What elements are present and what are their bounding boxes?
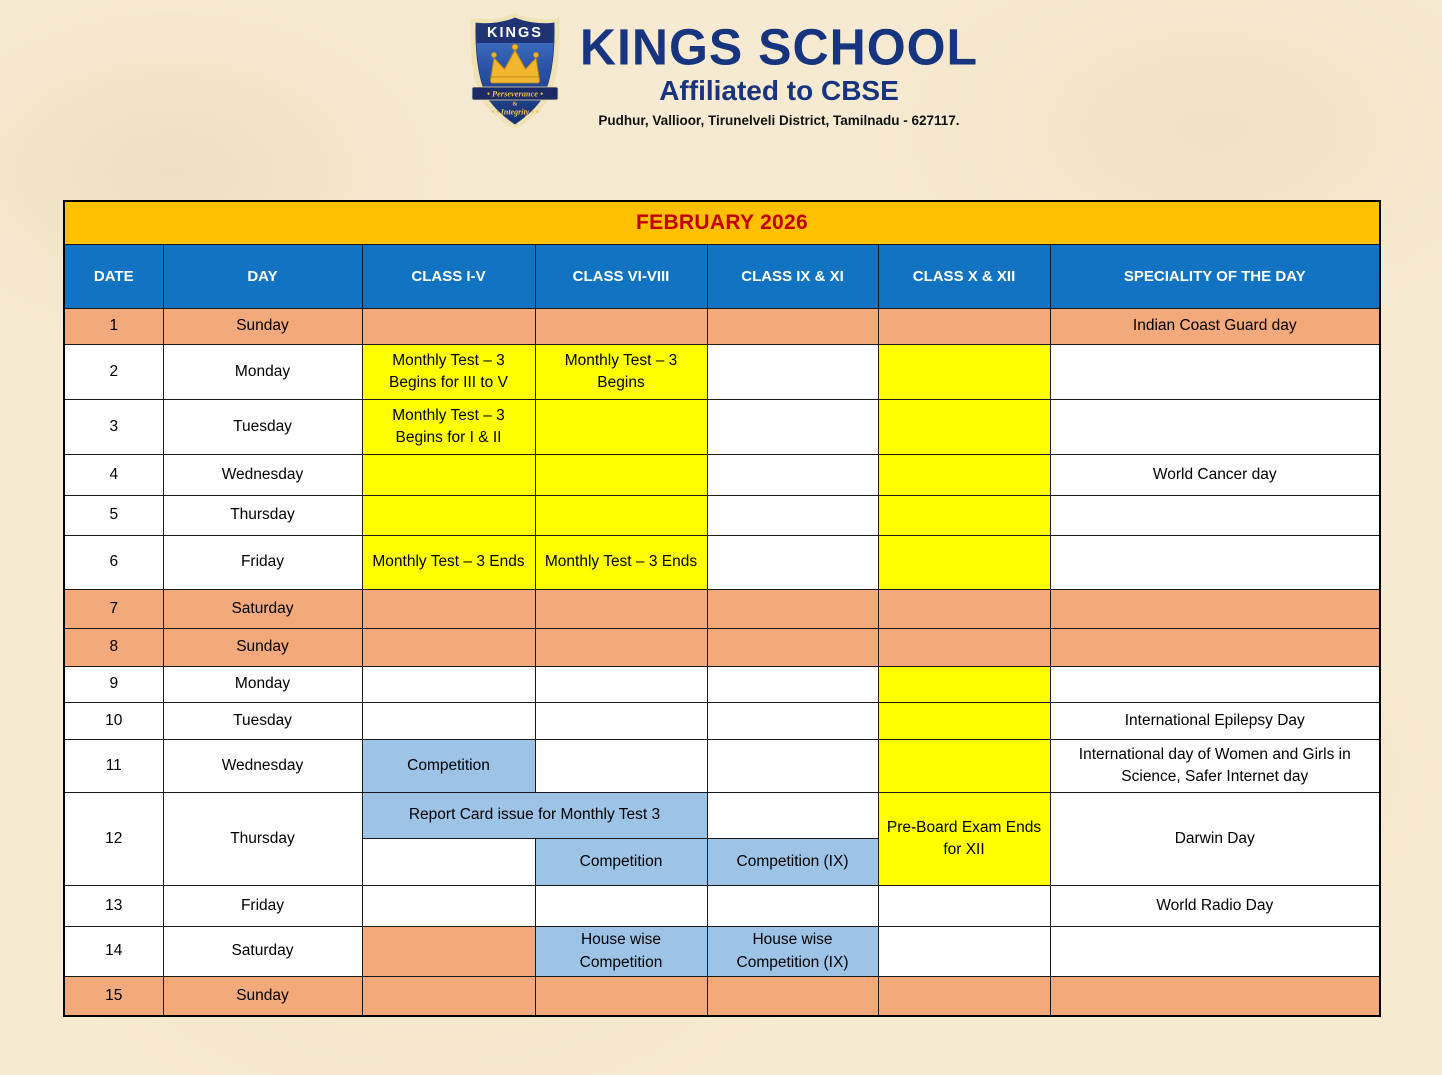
calendar-cell: 8 <box>64 629 163 667</box>
column-header-5: CLASS IX & XI <box>707 245 878 309</box>
calendar-cell: 3 <box>64 400 163 455</box>
calendar-cell: Pre-Board Exam Ends for XII <box>878 793 1050 886</box>
calendar-cell <box>707 886 878 927</box>
calendar-cell <box>707 703 878 740</box>
calendar-cell <box>878 977 1050 1016</box>
calendar-cell <box>707 977 878 1016</box>
calendar-cell: Competition <box>535 839 707 886</box>
calendar-cell <box>362 629 535 667</box>
calendar-cell <box>707 536 878 590</box>
calendar-cell: 9 <box>64 667 163 703</box>
calendar-cell: World Cancer day <box>1050 455 1380 496</box>
table-row <box>64 927 1380 977</box>
table-row <box>64 536 1380 590</box>
calendar-cell <box>707 400 878 455</box>
calendar-cell: House wise Competition (IX) <box>707 927 878 977</box>
calendar-cell: 7 <box>64 590 163 629</box>
calendar-cell: International Epilepsy Day <box>1050 703 1380 740</box>
calendar-cell: Indian Coast Guard day <box>1050 309 1380 345</box>
column-header-6: CLASS X & XII <box>878 245 1050 309</box>
calendar-cell <box>362 309 535 345</box>
calendar-cell <box>707 590 878 629</box>
calendar-cell <box>707 793 878 839</box>
calendar-cell <box>878 590 1050 629</box>
calendar-cell <box>707 496 878 536</box>
calendar-cell <box>878 400 1050 455</box>
calendar-cell: 5 <box>64 496 163 536</box>
calendar-cell <box>707 629 878 667</box>
calendar-cell <box>362 496 535 536</box>
calendar-cell <box>535 977 707 1016</box>
month-banner-row <box>64 201 1380 245</box>
calendar-cell: Monday <box>163 667 362 703</box>
school-affiliation: Affiliated to CBSE <box>659 75 899 106</box>
calendar-cell <box>707 309 878 345</box>
calendar-cell <box>707 455 878 496</box>
calendar-cell: Friday <box>163 536 362 590</box>
table-row <box>64 590 1380 629</box>
calendar-cell: 4 <box>64 455 163 496</box>
table-row <box>64 886 1380 927</box>
logo-kings-label: KINGS <box>486 25 543 41</box>
calendar-cell <box>362 703 535 740</box>
school-header <box>0 12 1442 135</box>
calendar-cell <box>707 740 878 793</box>
calendar-cell <box>1050 667 1380 703</box>
calendar-cell <box>878 345 1050 400</box>
calendar-cell: 6 <box>64 536 163 590</box>
calendar-cell <box>1050 536 1380 590</box>
calendar-cell: Monthly Test – 3 Begins <box>535 345 707 400</box>
calendar-cell: Darwin Day <box>1050 793 1380 886</box>
calendar-cell <box>707 345 878 400</box>
calendar-cell: Thursday <box>163 496 362 536</box>
calendar-cell: International day of Women and Girls in Science, Safer Internet day <box>1050 740 1380 793</box>
calendar-cell <box>362 590 535 629</box>
calendar-cell: 11 <box>64 740 163 793</box>
calendar-cell: Saturday <box>163 590 362 629</box>
calendar-cell: 12 <box>64 793 163 886</box>
calendar-cell <box>878 927 1050 977</box>
calendar-cell <box>362 977 535 1016</box>
calendar-cell: Report Card issue for Monthly Test 3 <box>362 793 707 839</box>
month-title: FEBRUARY 2026 <box>64 201 1380 245</box>
table-row <box>64 977 1380 1016</box>
calendar-cell: 1 <box>64 309 163 345</box>
calendar-cell: 15 <box>64 977 163 1016</box>
column-header-2: DAY <box>163 245 362 309</box>
calendar-cell <box>362 839 535 886</box>
table-row <box>64 793 1380 839</box>
calendar-body <box>64 309 1380 1016</box>
school-text-block <box>580 12 978 128</box>
calendar-cell: Thursday <box>163 793 362 886</box>
calendar-cell: Sunday <box>163 629 362 667</box>
table-row <box>64 629 1380 667</box>
calendar-cell <box>535 400 707 455</box>
calendar-cell <box>878 703 1050 740</box>
calendar-cell <box>362 927 535 977</box>
calendar-cell: Tuesday <box>163 703 362 740</box>
calendar-cell <box>878 740 1050 793</box>
calendar-cell <box>878 496 1050 536</box>
calendar-cell <box>1050 345 1380 400</box>
calendar-cell <box>535 629 707 667</box>
calendar-cell <box>535 886 707 927</box>
column-header-4: CLASS VI-VIII <box>535 245 707 309</box>
calendar-cell: Tuesday <box>163 400 362 455</box>
logo-motto-1: • Perseverance • <box>486 89 543 99</box>
column-header-3: CLASS I-V <box>362 245 535 309</box>
calendar-cell: Competition (IX) <box>707 839 878 886</box>
calendar-cell: Wednesday <box>163 740 362 793</box>
calendar-cell: Monthly Test – 3 Ends <box>535 536 707 590</box>
calendar-cell: 14 <box>64 927 163 977</box>
school-address: Pudhur, Vallioor, Tirunelveli District, Tamilnadu - 627117. <box>598 112 960 128</box>
calendar-cell <box>1050 590 1380 629</box>
calendar-cell <box>535 667 707 703</box>
calendar-cell <box>535 496 707 536</box>
calendar-cell <box>362 455 535 496</box>
calendar-cell: Monthly Test – 3 Ends <box>362 536 535 590</box>
calendar-cell <box>878 309 1050 345</box>
calendar-cell: House wise Competition <box>535 927 707 977</box>
table-row <box>64 455 1380 496</box>
calendar-cell <box>535 590 707 629</box>
school-crest-icon <box>464 12 566 130</box>
calendar-header-row <box>64 245 1380 309</box>
calendar-cell: Wednesday <box>163 455 362 496</box>
table-row <box>64 740 1380 793</box>
calendar-cell <box>878 886 1050 927</box>
calendar-cell: Monthly Test – 3 Begins for I & II <box>362 400 535 455</box>
calendar-cell <box>1050 927 1380 977</box>
column-header-7: SPECIALITY OF THE DAY <box>1050 245 1380 309</box>
calendar-cell <box>878 455 1050 496</box>
calendar-cell: Saturday <box>163 927 362 977</box>
calendar-cell: World Radio Day <box>1050 886 1380 927</box>
calendar-cell: Competition <box>362 740 535 793</box>
calendar-cell: Friday <box>163 886 362 927</box>
calendar-cell: Sunday <box>163 309 362 345</box>
calendar-cell <box>535 309 707 345</box>
calendar-cell <box>1050 629 1380 667</box>
table-row <box>64 703 1380 740</box>
calendar-cell: 2 <box>64 345 163 400</box>
table-row <box>64 496 1380 536</box>
school-name: KINGS SCHOOL <box>579 18 979 76</box>
calendar-cell <box>878 629 1050 667</box>
column-header-1: DATE <box>64 245 163 309</box>
logo-amp: & <box>512 100 518 108</box>
calendar-cell: Monday <box>163 345 362 400</box>
calendar-cell <box>535 740 707 793</box>
table-row <box>64 345 1380 400</box>
calendar-cell <box>878 667 1050 703</box>
calendar-cell <box>535 455 707 496</box>
calendar-cell <box>1050 400 1380 455</box>
school-logo <box>464 12 566 135</box>
logo-motto-2: • • Integrity • • <box>491 107 539 117</box>
calendar-cell: 13 <box>64 886 163 927</box>
calendar-cell <box>707 667 878 703</box>
calendar-cell <box>878 536 1050 590</box>
table-row <box>64 400 1380 455</box>
calendar-cell <box>1050 977 1380 1016</box>
calendar-table <box>63 200 1381 1017</box>
calendar-cell: Monthly Test – 3 Begins for III to V <box>362 345 535 400</box>
table-row <box>64 309 1380 345</box>
calendar-cell <box>1050 496 1380 536</box>
calendar-cell <box>362 886 535 927</box>
calendar-cell: Sunday <box>163 977 362 1016</box>
calendar-cell: 10 <box>64 703 163 740</box>
table-row <box>64 667 1380 703</box>
calendar-cell <box>362 667 535 703</box>
calendar-cell <box>535 703 707 740</box>
